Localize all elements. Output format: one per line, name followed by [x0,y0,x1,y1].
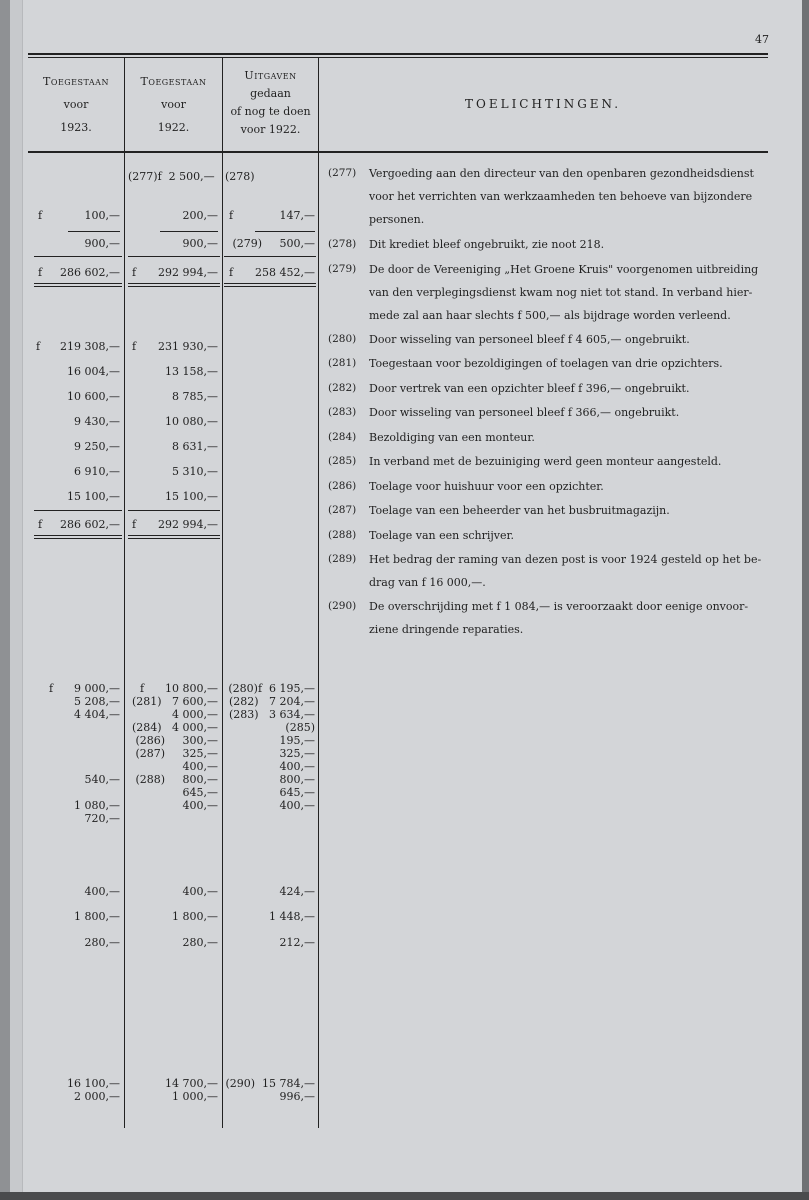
column-divider [318,58,319,1128]
amount-column-uitgaven: (280)f 6 195,— (282) 7 204,— (283) 3 634,— (285) 195,— 325,— 400,— 800,— 645,— 400,— [228,682,315,812]
amount-cell: 1 800,— [74,910,120,923]
sum-rule [224,256,316,257]
amount-cell: 400,— [84,885,120,898]
top-rule-thin [28,57,768,58]
amount-cell: 16 004,— [67,365,120,378]
scan-edge-right [802,0,809,1200]
amount-cell: 280,— [84,936,120,949]
sum-rule [34,256,122,257]
currency-mark: f [132,266,137,279]
currency-mark: f [229,209,234,222]
double-rule [34,538,122,539]
double-rule [224,283,316,284]
amount-cell: 1 448,— [269,910,315,923]
header-toegestaan-1923: Toegestaan voor 1923. [43,75,109,134]
entry-rule [255,231,315,232]
header-toelichtingen: TOELICHTINGEN. [465,97,622,111]
amount-cell: 1 800,— [172,910,218,923]
amount-cell: 10 600,— [67,390,120,403]
double-rule [128,286,220,287]
top-rule [28,53,768,55]
amount-cell: 900,— [182,237,218,250]
amount-column-uitgaven: (290) 15 784,— 996,— [225,1077,315,1103]
amount-cell: 5 310,— [172,465,218,478]
amount-cell: 900,— [84,237,120,250]
amount-cell: 15 100,— [67,490,120,503]
currency-mark: f [38,266,43,279]
double-rule [128,538,220,539]
header-rule [28,151,768,153]
total-cell: 286 602,— [60,518,120,531]
total-cell: 292 994,— [158,518,218,531]
amount-cell: 9 250,— [74,440,120,453]
page-number: 47 [755,33,769,46]
amount-cell: 400,— [182,885,218,898]
amount-cell: (278) [225,170,255,183]
currency-mark: f [38,209,43,222]
double-rule [34,535,122,536]
column-divider [124,58,125,1128]
currency-mark: f [36,340,41,353]
amount-cell: 8 785,— [172,390,218,403]
amount-cell: 280,— [182,936,218,949]
currency-mark: f [132,340,137,353]
amount-cell: 10 080,— [165,415,218,428]
header-uitgaven: Uitgaven gedaan of nog te doen voor 1922. [230,69,311,136]
entry-rule [68,231,120,232]
binding-margin [10,0,23,1192]
amount-cell: 231 930,— [158,340,218,353]
amount-cell: 212,— [279,936,315,949]
total-cell: 286 602,— [60,266,120,279]
sum-rule [34,510,122,511]
total-cell: 292 994,— [158,266,218,279]
column-divider [222,58,223,1128]
total-cell: 258 452,— [255,266,315,279]
double-rule [34,286,122,287]
double-rule [128,535,220,536]
amount-column-1922: 14 700,— 1 000,— [165,1077,218,1103]
amount-cell: 147,— [279,209,315,222]
amount-cell: 424,— [279,885,315,898]
double-rule [224,286,316,287]
amount-cell: 200,— [182,209,218,222]
amount-cell: (277)f 2 500,— [128,170,215,183]
amount-cell: 100,— [84,209,120,222]
document-page: 47 Toegestaan voor 1923. Toegestaan voor 1922. Uitgaven gedaan of nog te doen voor 1922. TOELICHTINGEN. (277)f 2 500,— (278) f 100,— 200,— f 147,— 900,— 900,— (279) 500,— f 286 602,— f 292 994,— f 258 452,— f 219 308,— f 231 930,— 16 004,— 13 158,— 10 600,— 8 785,— 9 430,— 10 080,— 9 250,— 8 631,— 6 910,— 5 310,— 15 100,— 15 100,— f 286 602,— f 292 994,— f 9 000,— 5 208,— 4 404,— 540,— 1 080,— 720,— f 10 800,— (281) 7 600,— 4 000,— (284) 4 000,— (286) 300,— (287) 325,— 400,— (288) 800,— 645,— 400,— (280)f 6 195,— (282) 7 204,— (283) 3 634,— (285) 195,— 325,— 400,— 800,— 645,— 400,— 400,— 400,— 424,— 1 800,— 1 800,— 1 448,— 280,— 280,— 212,— 16 100,— 2 000,— 14 700,— 1 000,— (290) 15 784,— 996,— (277) Vergoeding aan den directeur van den openbaren gezondheidsdienst voor het verrichten van werkzaamheden ten behoeve van bijzondere personen. (278) Dit krediet bleef ongebruikt, zie noot 218. (279) De door de Vereeniging „Het Groene Kruis" voorgenomen uitbreiding van den verplegingsdienst kwam nog niet tot stand. In verband hier- mede zal aan haar slechts f 500,— als bijdrage worden verleend. (280) Door wisseling van personeel bleef f 4 605,— ongebruikt. (281) Toegestaan voor bezoldigingen of toelagen van drie opzichters. (282) Door vertrek van een opzichter bleef f 396,— ongebruikt. (283) Door wisseling van personeel bleef f 366,— ongebruikt. (284) Bezoldiging van een monteur. (285) In verband met de bezuiniging werd geen monteur aangesteld. (286) Toelage voor huishuur voor een opzichter. (287) Toelage van een beheerder van het busbruitmagazijn. (288) Toelage van een schrijver. (289) Het bedrag der raming van dezen post is voor 1924 gesteld op het be- drag van f 16 000,—. (290) De overschrijding met f 1 084,— is veroorzaakt door eenige onvoor- ziene dringende reparaties. [10,0,802,1192]
amount-cell: 9 430,— [74,415,120,428]
amount-column-1923: f 9 000,— 5 208,— 4 404,— 540,— 1 080,— 720,— [48,682,120,825]
currency-mark: f [132,518,137,531]
amount-cell: 13 158,— [165,365,218,378]
currency-mark: f [229,266,234,279]
header-toegestaan-1922: Toegestaan voor 1922. [140,75,207,134]
amount-cell: 219 308,— [60,340,120,353]
sum-rule [128,510,220,511]
entry-rule [160,231,218,232]
sum-rule [128,256,220,257]
amount-cell: 15 100,— [165,490,218,503]
amount-cell: 6 910,— [74,465,120,478]
amount-cell: (279) 500,— [232,237,315,250]
currency-mark: f [38,518,43,531]
amount-column-1923: 16 100,— 2 000,— [67,1077,120,1103]
double-rule [34,283,122,284]
amount-cell: 8 631,— [172,440,218,453]
double-rule [128,283,220,284]
amount-column-1922: f 10 800,— (281) 7 600,— 4 000,— (284) 4 000,— (286) 300,— (287) 325,— 400,— (288) 800,— 645,— 400,— [131,682,218,812]
scan-edge-bottom [0,1192,809,1200]
